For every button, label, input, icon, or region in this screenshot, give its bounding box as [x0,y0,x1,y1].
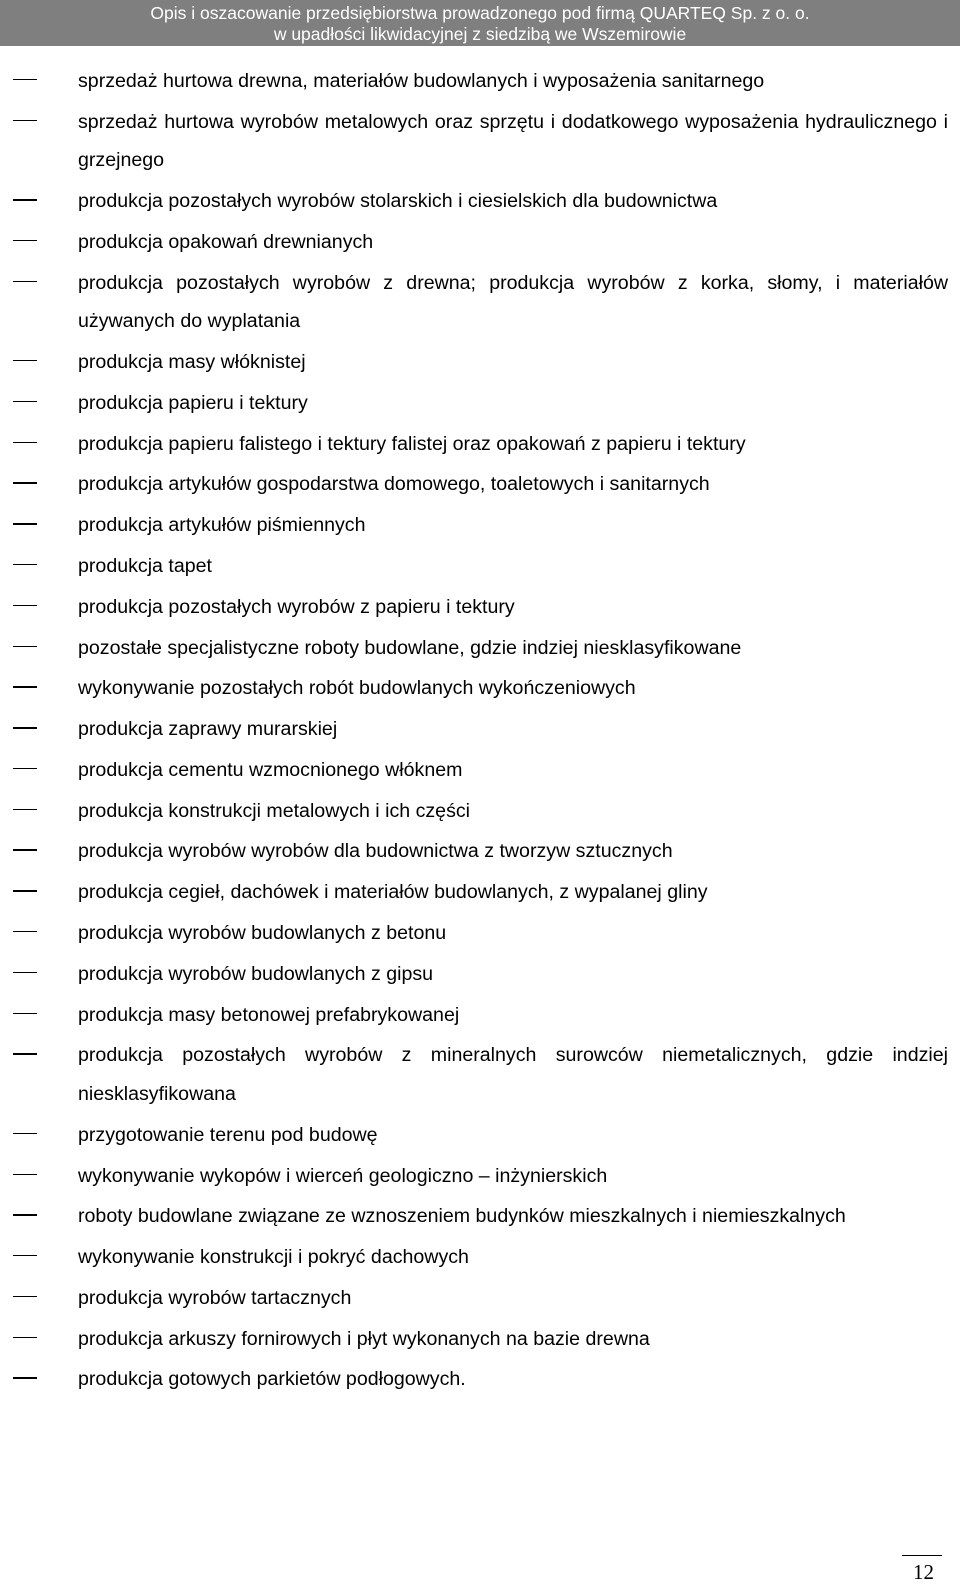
dash-bullet-icon [13,1174,37,1175]
list-item-text: produkcja pozostałych wyrobów z mineralnych surowców niemetalicznych, gdzie indziej niesklasyfikowana [78,1044,948,1105]
dash-bullet-icon [13,890,37,891]
list-item-text: produkcja papieru i tektury [78,391,308,414]
list-item [0,832,960,871]
list-item [0,506,960,545]
activity-list [0,62,960,1401]
list-item [0,914,960,953]
list-item-text: produkcja gotowych parkietów podłogowych. [78,1368,466,1391]
list-item-text: produkcja wyrobów budowlanych z betonu [78,922,447,945]
dash-bullet-icon [13,727,37,728]
list-item-text: produkcja opakowań drewnianych [78,230,374,253]
list-item-text: roboty budowlane związane ze wznoszeniem budynków mieszkalnych i niemieszkalnych [78,1205,846,1228]
list-item-text: przygotowanie terenu pod budowę [78,1123,378,1146]
footer-divider [902,1555,942,1556]
dash-bullet-icon [13,849,37,850]
list-item-text: produkcja pozostałych wyrobów z papieru i tektury [78,595,515,618]
list-item-text: produkcja pozostałych wyrobów z drewna; produkcja wyrobów z korka, słomy, i materiałów używanych do wyplatania [78,271,948,333]
header-title-line-2: w upadłości likwidacyjnej z siedzibą we Wszemirowie [273,24,687,44]
list-item-text: pozostałe specjalistyczne roboty budowlane, gdzie indziej niesklasyfikowane [78,636,742,659]
list-item-text: produkcja wyrobów tartacznych [78,1286,352,1309]
list-item-text: wykonywanie pozostałych robót budowlanych wykończeniowych [78,677,636,700]
dash-bullet-icon [13,1337,37,1338]
list-item [0,384,960,423]
dash-bullet-icon [13,240,37,241]
dash-bullet-icon [13,605,37,606]
dash-bullet-icon [13,1214,37,1215]
list-item [0,182,960,221]
list-item-text: produkcja artykułów gospodarstwa domowego, toaletowych i sanitarnych [78,473,710,496]
list-item-text: produkcja wyrobów wyrobów dla budownictwa z tworzyw sztucznych [78,840,673,863]
list-item [0,1116,960,1155]
dash-bullet-icon [13,1013,37,1014]
list-item-text: produkcja pozostałych wyrobów stolarskich i ciesielskich dla budownictwa [78,190,718,213]
list-item-text: sprzedaż hurtowa wyrobów metalowych oraz sprzętu i dodatkowego wyposażenia hydraulicznego i grzejnego [78,110,948,172]
list-item [0,547,960,586]
dash-bullet-icon [13,199,37,200]
list-item-text: produkcja tapet [78,555,212,577]
list-item [0,751,960,790]
list-item [0,465,960,504]
list-item [0,996,960,1035]
list-item [0,1157,960,1196]
list-item [0,1036,960,1113]
header-title-line-1: Opis i oszacowanie przedsiębiorstwa prowadzonego pod firmą QUARTEQ Sp. z o. o. [150,3,810,23]
dash-bullet-icon [13,686,37,687]
list-item-text: produkcja papieru falistego i tektury falistej oraz opakowań z papieru i tektury [78,432,746,455]
list-item [0,1360,960,1399]
dash-bullet-icon [13,360,37,361]
list-item [0,425,960,464]
dash-bullet-icon [13,79,37,80]
list-item [0,629,960,668]
list-item [0,955,960,994]
dash-bullet-icon [13,768,37,769]
dash-bullet-icon [13,1296,37,1297]
dash-bullet-icon [13,1377,37,1378]
running-header [0,0,960,46]
list-item-text: produkcja wyrobów budowlanych z gipsu [78,962,434,985]
dash-bullet-icon [13,401,37,402]
list-item [0,792,960,831]
list-item-text: produkcja zaprawy murarskiej [78,718,338,741]
page-number: 12 [913,1560,934,1584]
list-item [0,62,960,101]
dash-bullet-icon [13,931,37,932]
list-item [0,343,960,382]
list-item-text: produkcja cegieł, dachówek i materiałów budowlanych, z wypalanej gliny [78,881,708,904]
list-item [0,103,960,180]
dash-bullet-icon [13,442,37,443]
dash-bullet-icon [13,564,37,565]
dash-bullet-icon [13,646,37,647]
dash-bullet-icon [13,1133,37,1134]
list-item [0,1279,960,1318]
list-item [0,1320,960,1359]
dash-bullet-icon [13,1053,37,1054]
dash-bullet-icon [13,523,37,524]
list-item-text: produkcja masy włóknistej [78,351,306,374]
list-item-text: wykonywanie konstrukcji i pokryć dachowych [78,1246,469,1269]
list-item-text: produkcja masy betonowej prefabrykowanej [78,1003,460,1026]
dash-bullet-icon [13,809,37,810]
list-item-text: produkcja konstrukcji metalowych i ich części [78,799,471,822]
list-item-text: produkcja cementu wzmocnionego włóknem [78,758,463,781]
list-item [0,588,960,627]
dash-bullet-icon [13,482,37,483]
list-item [0,873,960,912]
dash-bullet-icon [13,972,37,973]
dash-bullet-icon [13,281,37,282]
list-item-text: produkcja arkuszy fornirowych i płyt wykonanych na bazie drewna [78,1327,650,1350]
list-item [0,1238,960,1277]
dash-bullet-icon [13,120,37,121]
list-item-text: sprzedaż hurtowa drewna, materiałów budowlanych i wyposażenia sanitarnego [78,70,765,92]
list-item [0,223,960,262]
list-item [0,669,960,708]
list-item [0,710,960,749]
list-item-text: produkcja artykułów piśmiennych [78,514,366,537]
list-item-text: wykonywanie wykopów i wierceń geologiczno – inżynierskich [78,1164,608,1187]
list-item [0,264,960,341]
dash-bullet-icon [13,1255,37,1256]
list-item [0,1197,960,1236]
